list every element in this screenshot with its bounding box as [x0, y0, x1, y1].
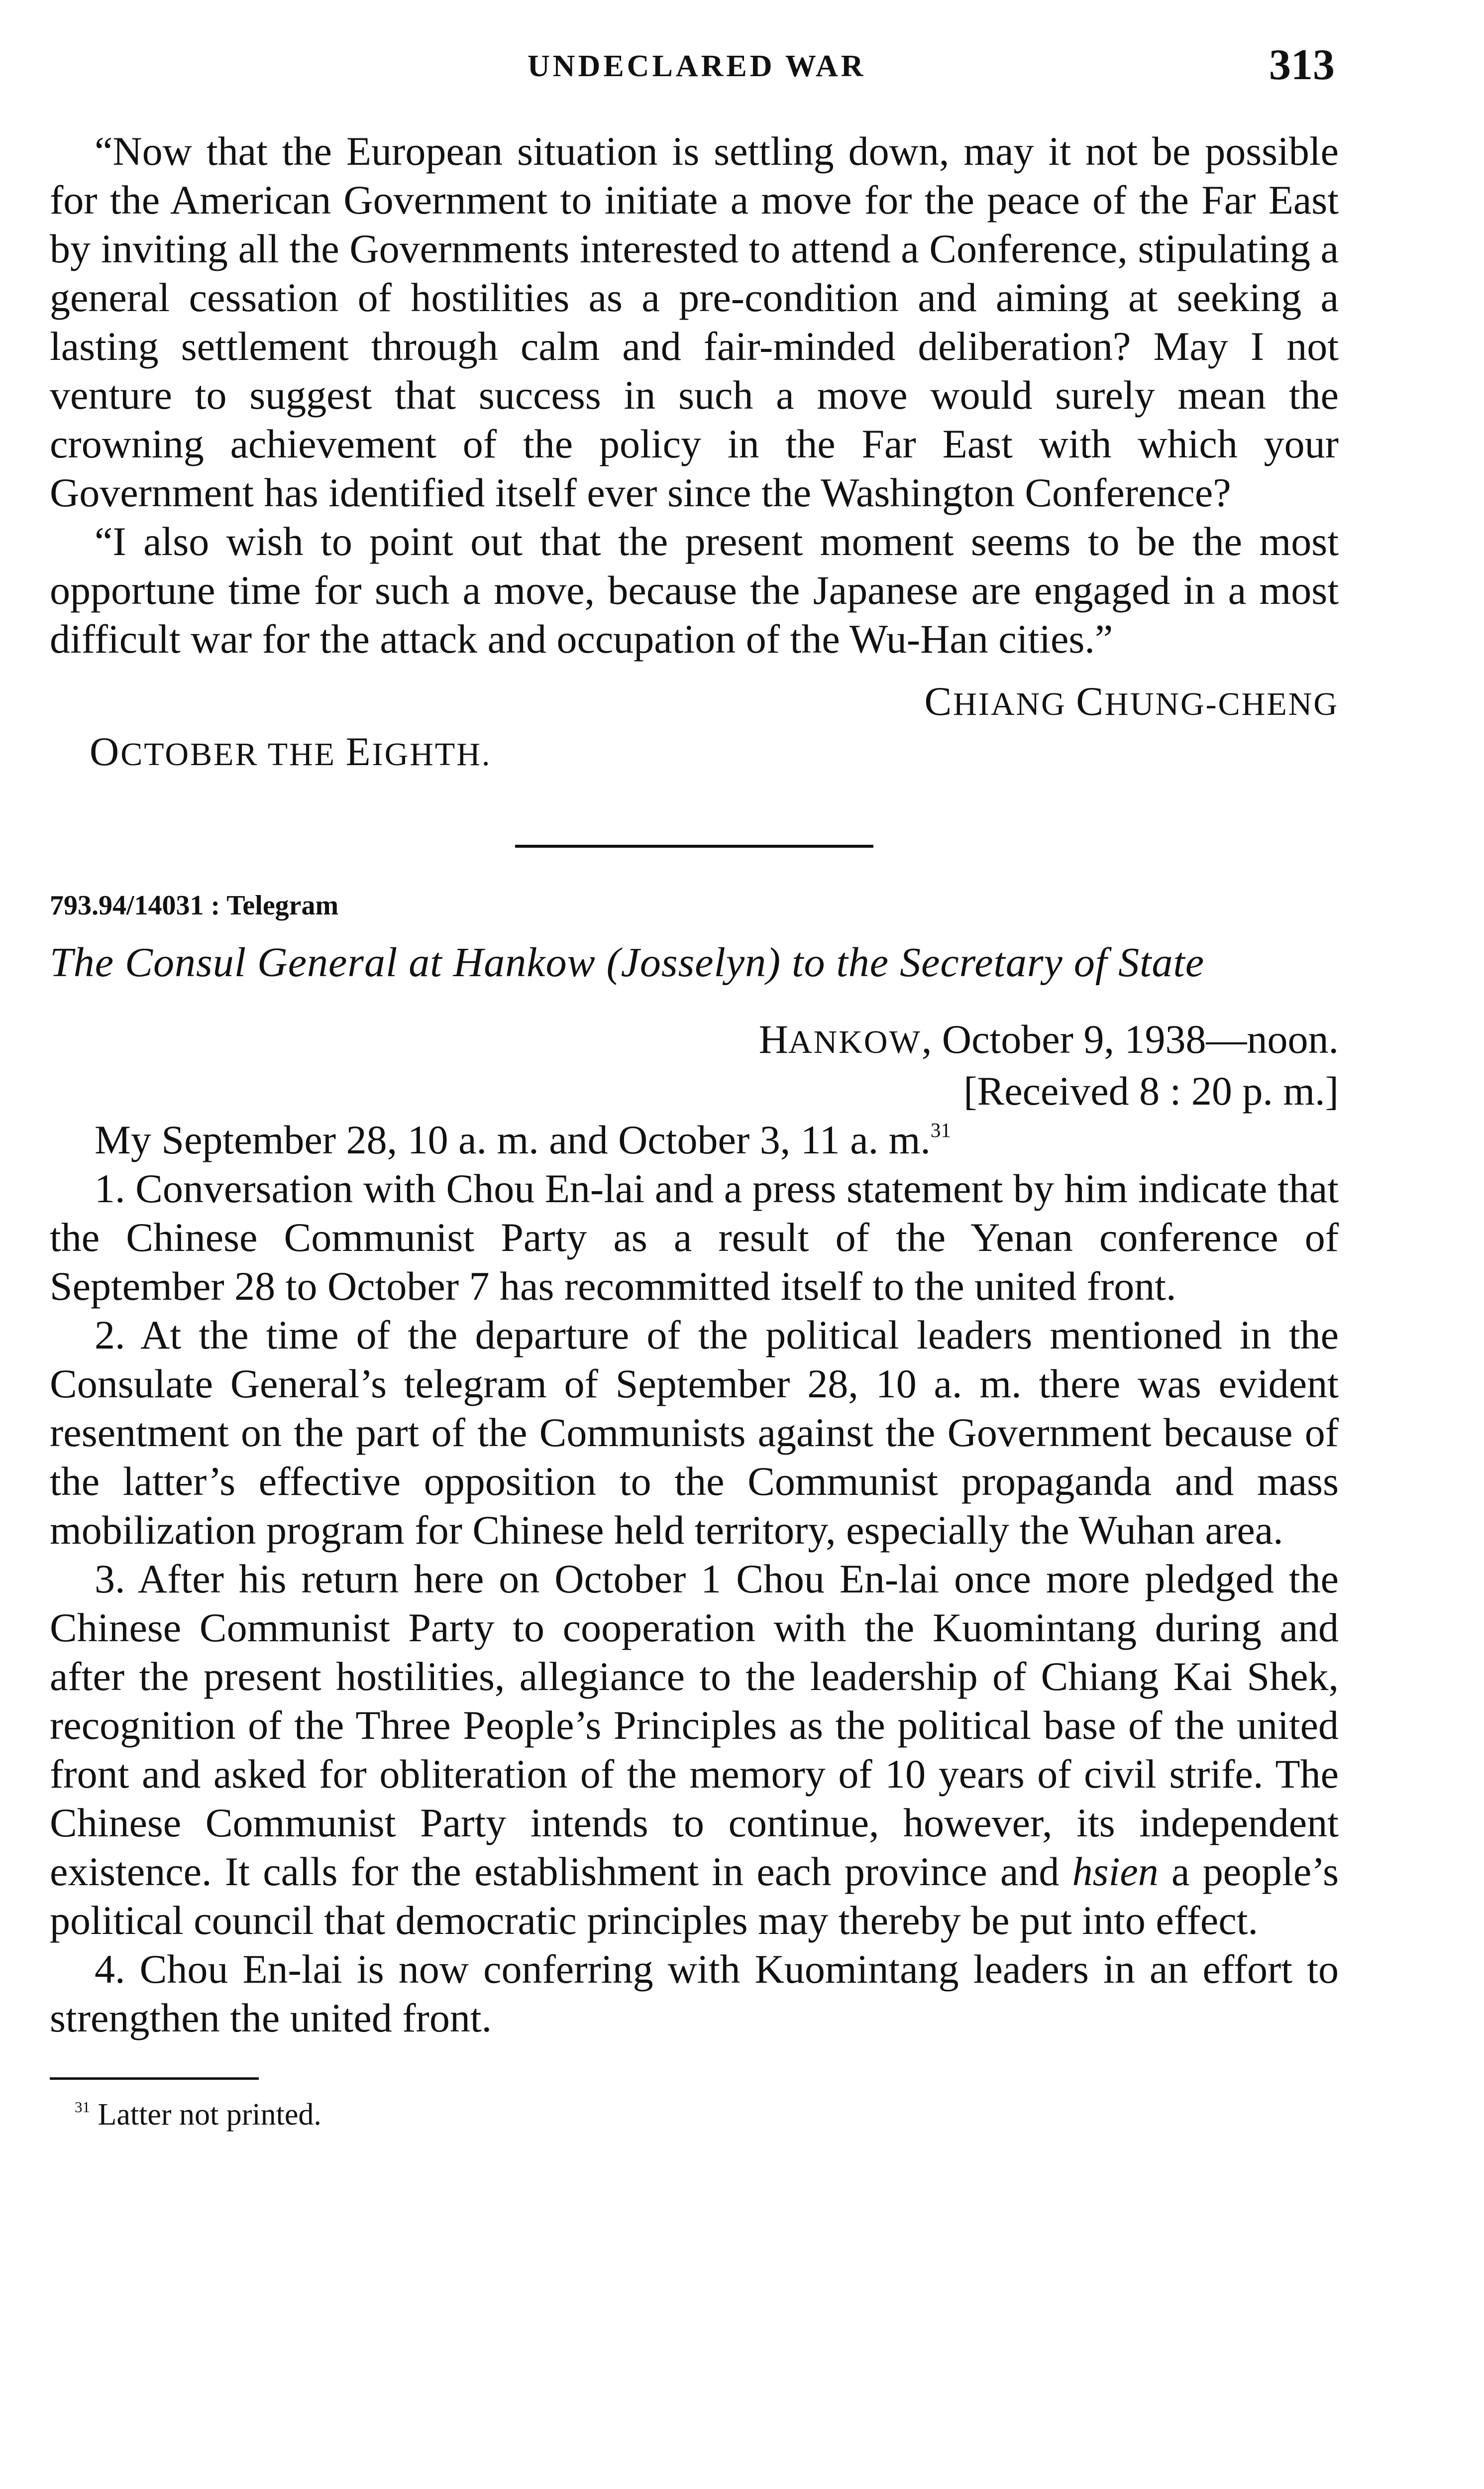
running-head: UNDECLARED WAR [528, 49, 866, 83]
telegram-paragraph-3: 3. After his return here on October 1 Chou En-lai once more pledged the Chinese Communist Party to cooperation with the Kuomintang during and after the present hostilities, allegiance to the leadership of Chiang Kai Shek, recognition of the Three People’s Principles as the political base of the united front and asked for obliteration of the memory of 10 years of civil strife. The Chinese Communist Party intends to continue, however, its independent existence. It calls for the establishment in each province and hsien a people’s political council that democratic principles may thereby be put into effect. [50, 1556, 1339, 1943]
section-divider [515, 845, 873, 848]
page-header [0, 40, 1484, 100]
letter-signature: CHIANG CHUNG-CHENG [924, 679, 1339, 724]
telegram-paragraph-4: 4. Chou En-lai is now conferring with Kuomintang leaders in an effort to strengthen the united front. [50, 1946, 1339, 2040]
telegram-paragraph-1: 1. Conversation with Chou En-lai and a press statement by him indicate that the Chinese Communist Party as a result of the Yenan conference of September 28 to October 7 has recommitted itself to the united front. [50, 1166, 1339, 1309]
page-number: 313 [1269, 41, 1335, 89]
telegram-paragraph-2: 2. At the time of the departure of the political leaders mentioned in the Consulate General’s telegram of September 28, 10 a. m. there was evident resentment on the part of the Communists against the Government because of the latter’s effective opposition to the Communist propaganda and mass mobilization program for Chinese held territory, especially the Wuhan area. [50, 1312, 1339, 1553]
letter-paragraph-1: “Now that the European situation is settling down, may it not be possible for the American Government to initiate a move for the peace of the Far East by inviting all the Governments interested to attend a Conference, stipulating a general cessation of hostilities as a pre-condition and aiming at seeking a lasting settlement through calm and fair-minded deliberation? May I not venture to suggest that success in such a move would surely mean the crowning achievement of the policy in the Far East with which your Government has identified itself ever since the Washington Conference? [50, 128, 1339, 515]
letter-date: OCTOBER THE EIGHTH. [90, 729, 492, 774]
footnote-divider [50, 2077, 259, 2080]
telegram-title: The Consul General at Hankow (Josselyn) to the Secretary of State [50, 939, 1205, 986]
telegram-place-date: HANKOW, October 9, 1938—noon. [758, 1017, 1339, 1062]
telegram-opening: My September 28, 10 a. m. and October 3, 11 a. m.$^{31}$ [95, 1117, 951, 1162]
file-reference: 793.94/14031 : Telegram [50, 890, 339, 921]
footnote: $^{31}$ Latter not printed. [75, 2098, 321, 2132]
telegram-received: [Received 8 : 20 p. m.] [963, 1068, 1339, 1114]
letter-paragraph-2: “I also wish to point out that the present moment seems to be the most opportune time for such a move, because the Japanese are engaged in a most difficult war for the attack and occupation of the Wu-Han cities.” [50, 519, 1339, 662]
footnote-reference[interactable]: 31 [930, 1119, 951, 1142]
page-body [50, 127, 1339, 2135]
